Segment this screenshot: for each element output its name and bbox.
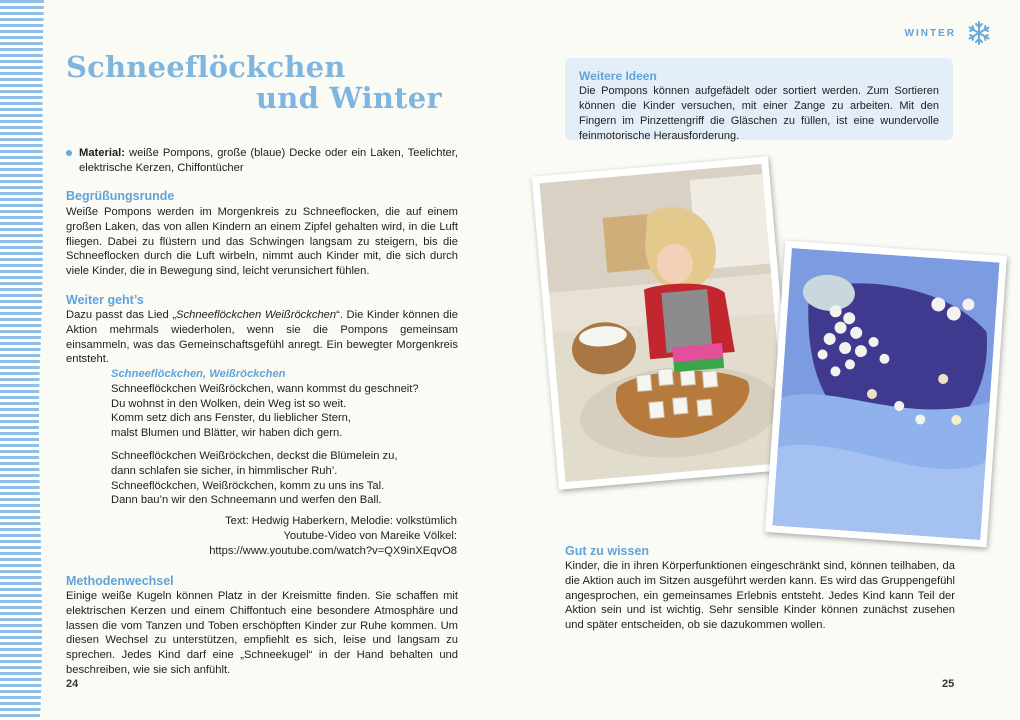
page-number-right: 25 — [942, 678, 955, 690]
material-list: weiße Pompons, große (blaue) Decke oder ein Laken, Teelichter, elektrische Kerzen, Chiffontücher — [79, 147, 458, 174]
heading-gut-zu-wissen: Gut zu wissen — [565, 544, 650, 558]
striped-border — [0, 0, 48, 720]
poem — [111, 367, 461, 508]
poem-line: Schneeflöckchen, Weißröckchen, komm zu uns ins Tal. — [111, 479, 385, 492]
youtube-link[interactable]: https://www.youtube.com/watch?v=QX9inXEqvO8 — [209, 545, 457, 557]
material-label: Material: — [79, 147, 126, 159]
info-box-title: Weitere Ideen — [579, 69, 657, 83]
page-title — [66, 52, 486, 114]
heading-weiter-gehts: Weiter geht’s — [66, 293, 144, 307]
text-weiter-after: “. Die Kinder können die Aktion mehrmals wiederholen, wenn sie die Pompons gemeinsam einsammeln, was das Gemeinschaftsgefühl anregt. Ein bewegter Morgenkreis entsteht. — [66, 309, 458, 366]
poem-line: malst Blumen und Blätter, wir haben dich gern. — [111, 427, 343, 440]
title-line-1: Schneeflöckchen — [66, 50, 346, 84]
material-item — [66, 146, 458, 176]
poem-line: Dann bau’n wir den Schneemann und werfen den Ball. — [111, 494, 382, 507]
poem-line: Schneeflöckchen Weißröckchen, deckst die Blümelein zu, — [111, 449, 398, 462]
text-weiter-before: Dazu passt das Lied „ — [66, 309, 177, 321]
credit-line: Text: Hedwig Haberkern, Melodie: volkstümlich — [225, 515, 457, 527]
poem-credits — [160, 514, 457, 559]
credit-line: Youtube-Video von Mareike Völkel: — [283, 530, 457, 542]
snowflake-icon — [966, 20, 992, 46]
poem-line: dann schlafen sie sicher, in himmlischer Ruh’. — [111, 464, 338, 477]
text-methodenwechsel: Einige weiße Kugeln können Platz in der Kreismitte finden. Sie schaffen mit elektrischen Kerzen und einem Chiffontuch eine besondere Atmosphäre und lassen die vom Tanzen und Toben erschöpften Kinder zur Ruhe kommen. Um diesen Wechsel zu unterstützen, empfiehlt es sich, leise und langsam zu sprechen. Jedes Kind darf eine „Schneekugel“ in der Hand behalten und beschreiben, wie sie sich anfühlt. — [66, 590, 458, 676]
text-gut-zu-wissen: Kinder, die in ihren Körperfunktionen eingeschränkt sind, können teilhaben, da die Aktion auch im Sitzen ausgeführt werden kann. Es wird das Gruppengefühl angesprochen, ein gemeinsames Erlebnis entsteht. Jedes Kind kann Teil der Aktion sein und ist wichtig. Sehr sensible Kinder können zunächst zusehen und später entscheiden, ob sie dazukommen wollen. — [565, 560, 955, 632]
title-line-2: und Winter — [256, 81, 442, 115]
info-box-weitere-ideen — [565, 58, 953, 140]
photo-child-sorting-pompons — [532, 156, 795, 489]
heading-begruessungsrunde: Begrüßungsrunde — [66, 189, 175, 203]
text-begruessungsrunde: Weiße Pompons werden im Morgenkreis zu Schneeflocken, die auf einem großen Laken, das von allen Kindern an einem Zipfel gehalten wird, in die Luft fliegen. Dabei zu flüstern und das Schwingen langsam zu steigern, bis die Schneeflocken durch die Luft wirbeln, nimmt auch Kinder mit, die sich durch viele Kinder, die in Bewegung sind, leicht verunsichert fühlen. — [66, 206, 458, 278]
poem-stanza-2 — [111, 449, 461, 508]
poem-title: Schneeflöckchen, Weißröckchen — [111, 368, 286, 380]
poem-line: Komm setz dich ans Fenster, du lieblicher Stern, — [111, 412, 352, 425]
page-number-left: 24 — [66, 678, 79, 690]
material-text — [66, 146, 458, 176]
song-title: Schneeflöckchen Weißröckchen — [176, 309, 337, 321]
photo-blue-cloth-pompons — [765, 241, 1007, 548]
poem-line: Du wohnst in den Wolken, dein Weg ist so weit. — [111, 397, 347, 410]
poem-stanza-1 — [111, 382, 461, 441]
heading-methodenwechsel: Methodenwechsel — [66, 574, 174, 588]
info-box-text: Die Pompons können aufgefädelt oder sortiert werden. Zum Sortieren können die Kinder versuchen, mit einer Zange zu arbeiten. Mit den Fingern im Pinzettengriff die Gläschen zu füllen, ist eine wundervolle feinmotorische Herausforderung. — [579, 85, 939, 142]
bullet-icon — [66, 150, 72, 156]
section-label: WINTER — [904, 27, 956, 39]
poem-line: Schneeflöckchen Weißröckchen, wann kommst du geschneit? — [111, 382, 419, 395]
section-header — [905, 20, 992, 46]
text-weiter-gehts — [66, 308, 458, 367]
